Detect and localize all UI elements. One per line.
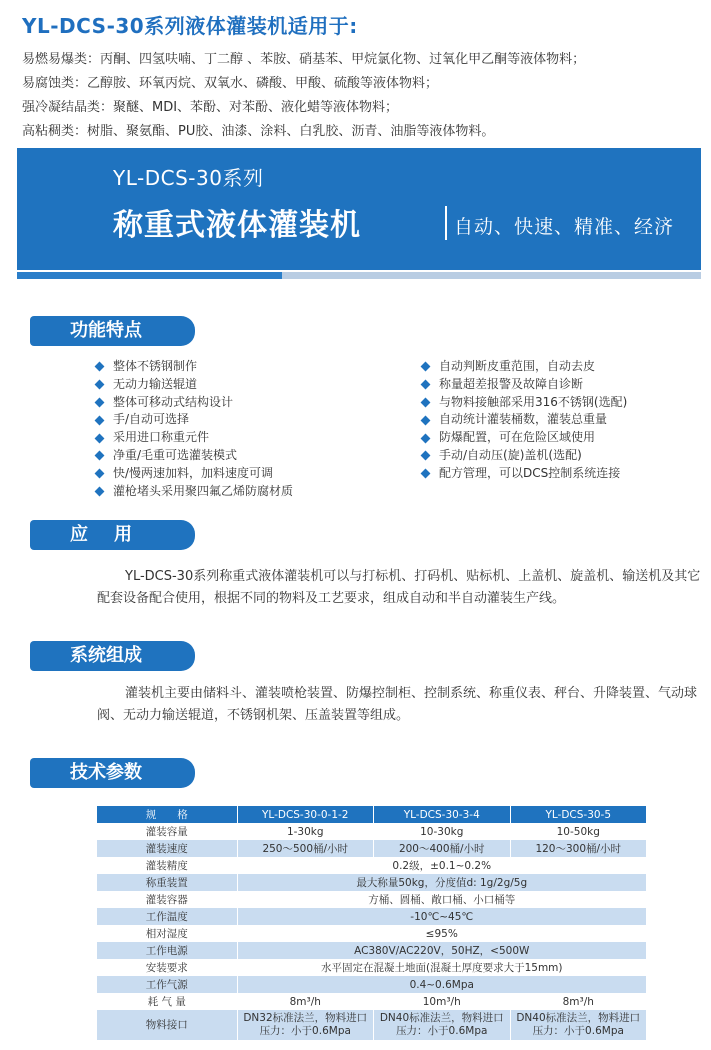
table-row: 安装要求 水平固定在混凝土地面(混凝土厚度要求大于15mm): [97, 959, 647, 976]
spec-header-model: YL-DCS-30-3-4: [374, 806, 511, 823]
table-row: 物料接口 DN32标准法兰，物料进口压力：小于0.6Mpa DN40标准法兰，物料进口压力：小于0.6Mpa DN40标准法兰，物料进口压力：小于0.6Mpa: [97, 1010, 647, 1040]
diamond-bullet-icon: [421, 398, 431, 408]
table-row: 工作电源 AC380V/AC220V，50HZ，<500W: [97, 942, 647, 959]
banner-title: 称重式液体灌装机: [113, 208, 361, 243]
diamond-bullet-icon: [95, 415, 105, 425]
feature-list-right: [420, 358, 627, 483]
list-item: 自动判断皮重范围，自动去皮: [420, 358, 627, 376]
diamond-bullet-icon: [95, 398, 105, 408]
list-item: 称量超差报警及故障自诊断: [420, 376, 627, 394]
table-row: 灌装速度 250～500桶/小时 200～400桶/小时 120～300桶/小时: [97, 840, 647, 857]
diamond-bullet-icon: [95, 451, 105, 461]
diamond-bullet-icon: [95, 433, 105, 443]
application-text: YL-DCS-30系列称重式液体灌装机可以与打标机、打码机、贴标机、上盖机、旋盖机、输送机及其它配套设备配合使用，根据不同的物料及工艺要求，组成自动和半自动灌装生产线。: [97, 569, 701, 606]
table-row: 灌装精度 0.2级，±0.1~0.2%: [97, 857, 647, 874]
list-item: 快/慢两速加料，加料速度可调: [94, 465, 293, 483]
material-line-flammable: 易燃易爆类：丙酮、四氢呋喃、丁二醇 、苯胺、硝基苯、甲烷氯化物、过氧化甲乙酮等液体物料；: [22, 52, 586, 67]
table-row: 相对湿度 ≤95%: [97, 925, 647, 942]
list-item: 配方管理，可以DCS控制系统连接: [420, 465, 627, 483]
diamond-bullet-icon: [421, 380, 431, 390]
list-item: 无动力输送辊道: [94, 376, 293, 394]
spec-header-label: 规 格: [97, 806, 237, 823]
list-item: 手/自动可选择: [94, 411, 293, 429]
list-item: 整体不锈钢制作: [94, 358, 293, 376]
composition-text: 灌装机主要由储料斗、灌装喷枪装置、防爆控制柜、控制系统、称重仪表、秤台、升降装置、气动球阀、无动力输送辊道，不锈钢机架、压盖装置等组成。: [97, 686, 698, 723]
product-banner: [17, 148, 701, 270]
table-row: 灌装容量 1-30kg 10-30kg 10-50kg: [97, 823, 647, 840]
diamond-bullet-icon: [95, 362, 105, 372]
spec-header-model: YL-DCS-30-5: [510, 806, 647, 823]
material-line-viscous: 高粘稠类：树脂、聚氨酯、PU胶、油漆、涂料、白乳胶、沥青、油脂等液体物料。: [22, 124, 495, 139]
banner-series: YL-DCS-30系列: [113, 166, 264, 190]
diamond-bullet-icon: [421, 362, 431, 372]
list-item: 整体可移动式结构设计: [94, 394, 293, 412]
list-item: 防爆配置，可在危险区域使用: [420, 429, 627, 447]
diamond-bullet-icon: [421, 451, 431, 461]
feature-list-left: [94, 358, 293, 500]
diamond-bullet-icon: [421, 469, 431, 479]
list-item: 与物料接触部采用316不锈钢(选配): [420, 394, 627, 412]
table-row: 工作气源 0.4~0.6Mpa: [97, 976, 647, 993]
table-row: 耗 气 量 8m³/h 10m³/h 8m³/h: [97, 993, 647, 1010]
diamond-bullet-icon: [421, 415, 431, 425]
section-heading-application: 应用: [30, 520, 195, 550]
diamond-bullet-icon: [95, 469, 105, 479]
list-item: 采用进口称重元件: [94, 429, 293, 447]
applicable-materials: [22, 48, 702, 144]
banner-slogan: 自动、快速、精准、经济: [454, 216, 675, 238]
material-line-corrosive: 易腐蚀类：乙醇胺、环氧丙烷、双氧水、磷酸、甲酸、硫酸等液体物料；: [22, 76, 439, 91]
list-item: 净重/毛重可选灌装模式: [94, 447, 293, 465]
diamond-bullet-icon: [95, 380, 105, 390]
page-title: YL-DCS-30系列液体灌装机适用于:: [22, 14, 358, 38]
spec-header-row: [97, 806, 647, 823]
list-item: 自动统计灌装桶数，灌装总重量: [420, 411, 627, 429]
list-item: 灌枪堵头采用聚四氟乙烯防腐材质: [94, 483, 293, 501]
banner-divider: [445, 206, 447, 240]
banner-underline-accent: [17, 272, 282, 279]
list-item: 手动/自动压(旋)盖机(选配): [420, 447, 627, 465]
section-heading-features: 功能特点: [30, 316, 195, 346]
diamond-bullet-icon: [421, 433, 431, 443]
section-heading-specs: 技术参数: [30, 758, 195, 788]
table-row: 工作温度 -10℃~45℃: [97, 908, 647, 925]
table-row: 灌装容器 方桶、圆桶、敞口桶、小口桶等: [97, 891, 647, 908]
section-heading-composition: 系统组成: [30, 641, 195, 671]
spec-table: [97, 806, 647, 1040]
material-line-crystallizing: 强冷凝结晶类：聚醚、MDI、苯酚、对苯酚、液化蜡等液体物料；: [22, 100, 399, 115]
diamond-bullet-icon: [95, 487, 105, 497]
table-row: 称重装置 最大称量50kg，分度值d: 1g/2g/5g: [97, 874, 647, 891]
spec-header-model: YL-DCS-30-0-1-2: [237, 806, 374, 823]
